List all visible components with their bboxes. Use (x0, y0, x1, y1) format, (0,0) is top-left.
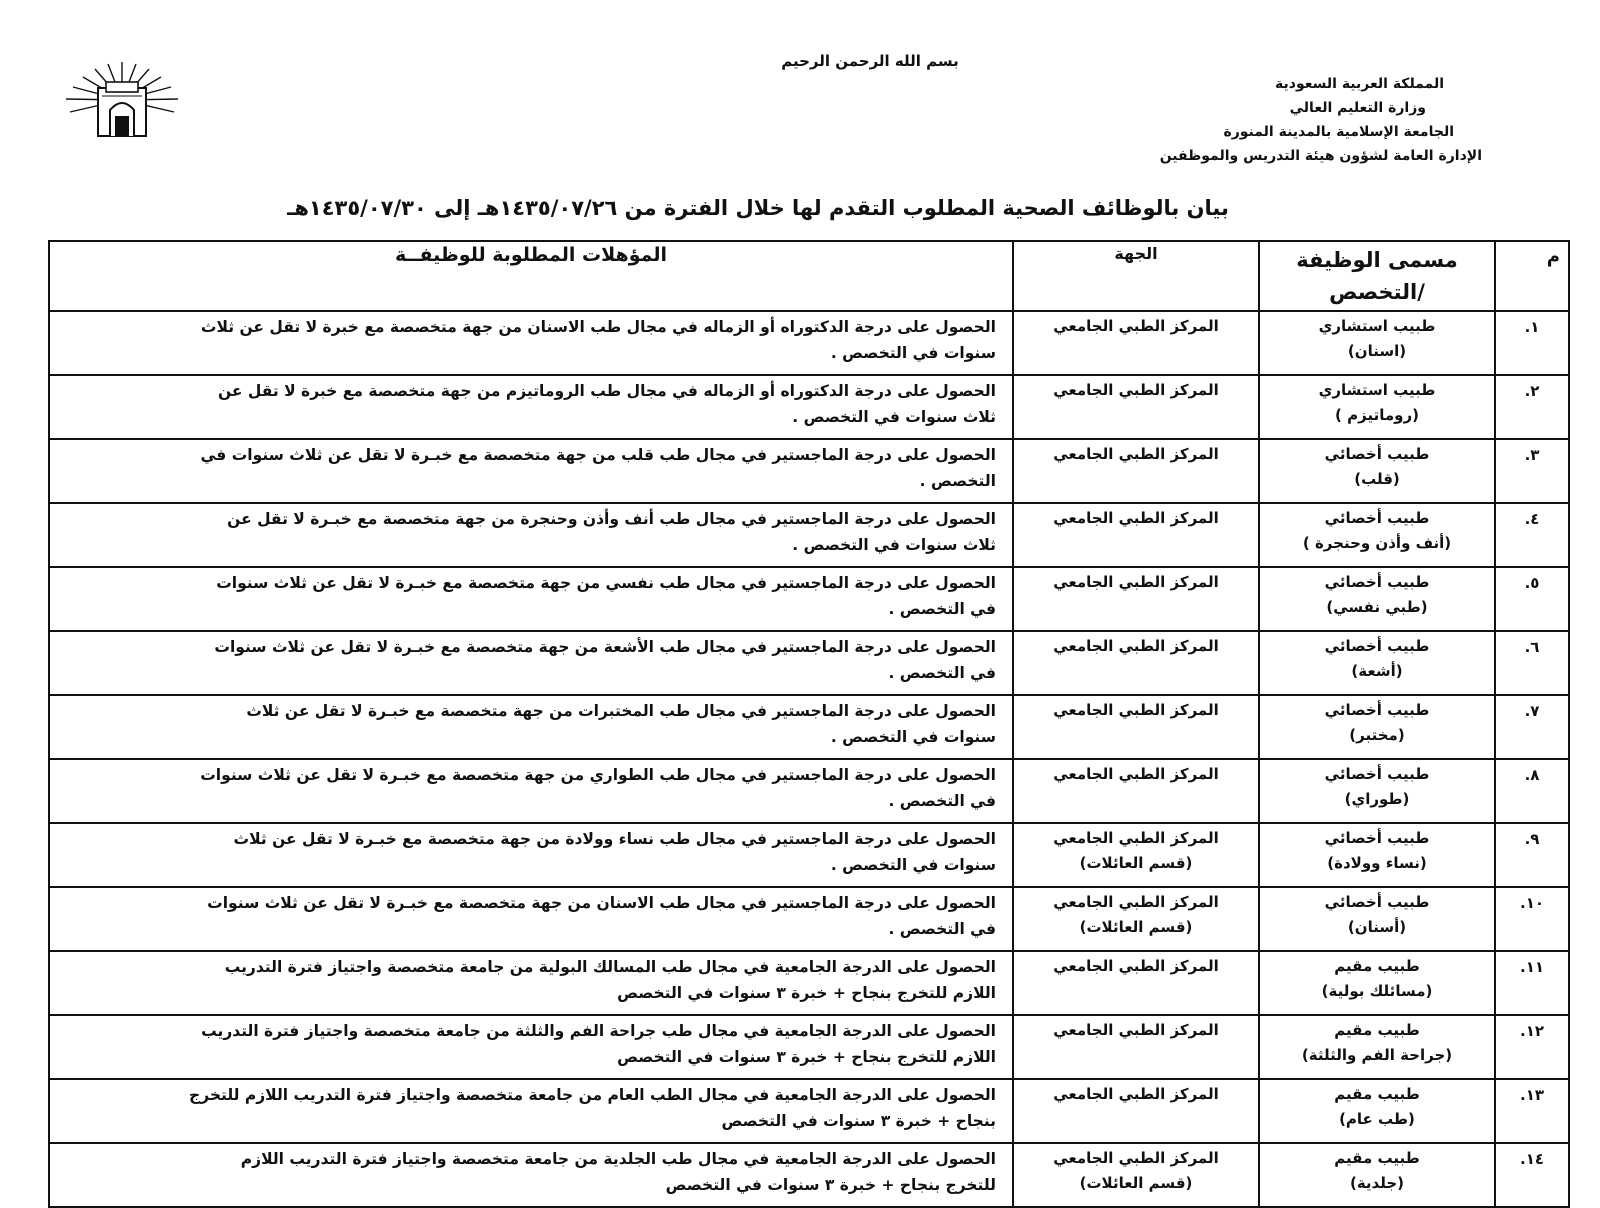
qualification-line: سنوات في التخصص . (830, 856, 996, 874)
qualification-line: للتخرج بنجاح + خبرة ٣ سنوات في التخصص (665, 1176, 996, 1194)
table-row (49, 439, 1569, 503)
row-number: ٨. (1495, 759, 1569, 823)
table-row (49, 951, 1569, 1015)
job-title: طبيب أخصائي (1324, 893, 1430, 911)
qualification-line: الحصول على درجة الماجستير في مجال طب نساء وولادة من جهة متخصصة مع خبـرة لا تقل عن ثلاث (233, 830, 996, 848)
department-name: المركز الطبي الجامعي (1053, 573, 1219, 591)
row-job-title (1259, 823, 1495, 887)
department-name: المركز الطبي الجامعي (1053, 1021, 1219, 1039)
qualification-line: الحصول على درجة الدكتوراه أو الزماله في مجال طب الاسنان من جهة متخصصة مع خبرة لا تقل عن ثلاث (200, 318, 996, 336)
row-number: ٥. (1495, 567, 1569, 631)
qualification-line: ثلاث سنوات في التخصص . (792, 408, 996, 426)
job-specialty: (أشعة) (1351, 662, 1403, 680)
qualification-line: الحصول على درجة الماجستير في مجال طب قلب من جهة متخصصة مع خبـرة لا تقل عن ثلاث سنوات في (200, 446, 996, 464)
job-specialty: (طوراي) (1344, 790, 1410, 808)
row-job-title (1259, 567, 1495, 631)
job-title: طبيب أخصائي (1324, 509, 1430, 527)
table-row (49, 567, 1569, 631)
department-name: المركز الطبي الجامعي (1053, 509, 1219, 527)
header-qualifications: المؤهلات المطلوبة للوظيفــة (49, 241, 1013, 311)
row-department (1013, 1143, 1259, 1207)
job-specialty: (مسائلك بولية) (1321, 982, 1433, 1000)
job-specialty: (اسنان) (1347, 342, 1407, 360)
job-specialty: (روماتيزم ) (1335, 406, 1419, 424)
qualification-line: سنوات في التخصص . (830, 728, 996, 746)
row-job-title (1259, 1015, 1495, 1079)
row-department (1013, 375, 1259, 439)
department-name: المركز الطبي الجامعي (1053, 1149, 1219, 1167)
university-emblem-icon (62, 60, 182, 138)
row-qualifications (49, 439, 1013, 503)
document-title: بيان بالوظائف الصحية المطلوب التقدم لها خلال الفترة من ١٤٣٥/٠٧/٢٦هـ إلى ١٤٣٥/٠٧/٣٠هـ (287, 196, 1229, 220)
department-section: (قسم العائلات) (1079, 918, 1193, 936)
row-department (1013, 695, 1259, 759)
row-number: ١٢. (1495, 1015, 1569, 1079)
row-qualifications (49, 887, 1013, 951)
row-job-title (1259, 887, 1495, 951)
job-title: طبيب استشاري (1318, 381, 1436, 399)
row-number: ٣. (1495, 439, 1569, 503)
qualification-line: الحصول على درجة الماجستير في مجال طب أنف وأذن وحنجرة من جهة متخصصة مع خبـرة لا تقل عن (227, 510, 996, 528)
job-title: طبيب مقيم (1334, 1021, 1420, 1039)
department-section: (قسم العائلات) (1079, 854, 1193, 872)
department-name: المركز الطبي الجامعي (1053, 637, 1219, 655)
row-qualifications (49, 695, 1013, 759)
row-qualifications (49, 1015, 1013, 1079)
row-department (1013, 631, 1259, 695)
row-number: ٤. (1495, 503, 1569, 567)
table-row (49, 311, 1569, 375)
job-title: طبيب أخصائي (1324, 701, 1430, 719)
qualification-line: الحصول على الدرجة الجامعية في مجال طب جراحة الفم والثلثة من جامعة متخصصة واجتياز فترة التدريب (201, 1022, 996, 1040)
row-number: ٩. (1495, 823, 1569, 887)
job-title: طبيب أخصائي (1324, 765, 1430, 783)
row-number: ١٠. (1495, 887, 1569, 951)
row-job-title (1259, 375, 1495, 439)
table-row (49, 759, 1569, 823)
job-specialty: (نساء وولادة) (1327, 854, 1427, 872)
row-number: ١٣. (1495, 1079, 1569, 1143)
qualification-line: التخصص . (919, 472, 996, 490)
row-department (1013, 1079, 1259, 1143)
qualification-line: في التخصص . (888, 600, 996, 618)
department-name: المركز الطبي الجامعي (1053, 957, 1219, 975)
row-department (1013, 503, 1259, 567)
table-row (49, 375, 1569, 439)
job-specialty: (قلب) (1354, 470, 1400, 488)
row-job-title (1259, 503, 1495, 567)
job-specialty: (جلدية) (1349, 1174, 1405, 1192)
department-name: المركز الطبي الجامعي (1053, 893, 1219, 911)
qualification-line: الحصول على درجة الماجستير في مجال طب الطواري من جهة متخصصة مع خبـرة لا تقل عن ثلاث سنوات (200, 766, 996, 784)
row-qualifications (49, 759, 1013, 823)
header-number: م (1495, 241, 1569, 311)
row-qualifications (49, 567, 1013, 631)
department-name: المركز الطبي الجامعي (1053, 701, 1219, 719)
qualification-line: الحصول على درجة الماجستير في مجال طب الأشعة من جهة متخصصة مع خبـرة لا تقل عن ثلاث سنوات (214, 638, 996, 656)
row-department (1013, 1015, 1259, 1079)
department-name: المركز الطبي الجامعي (1053, 1085, 1219, 1103)
header-line-administration: الإدارة العامة لشؤون هيئة التدريس والموظفين (1159, 148, 1482, 164)
qualification-line: الحصول على درجة الماجستير في مجال طب الاسنان من جهة متخصصة مع خبـرة لا تقل عن ثلاث سنوات (207, 894, 996, 912)
department-name: المركز الطبي الجامعي (1053, 317, 1219, 335)
row-department (1013, 759, 1259, 823)
job-title: طبيب أخصائي (1324, 829, 1430, 847)
row-job-title (1259, 695, 1495, 759)
department-name: المركز الطبي الجامعي (1053, 765, 1219, 783)
row-department (1013, 887, 1259, 951)
job-specialty: (أنف وأذن وحنجرة ) (1302, 534, 1452, 552)
institution-header (1142, 72, 1482, 168)
row-qualifications (49, 375, 1013, 439)
header-job-title-line2: /التخصص (1329, 280, 1425, 304)
qualification-line: في التخصص . (888, 920, 996, 938)
job-title: طبيب أخصائي (1324, 573, 1430, 591)
row-job-title (1259, 311, 1495, 375)
row-number: ٦. (1495, 631, 1569, 695)
department-name: المركز الطبي الجامعي (1053, 445, 1219, 463)
row-qualifications (49, 951, 1013, 1015)
header-line-country: المملكة العربية السعودية (1275, 76, 1444, 92)
row-number: ١. (1495, 311, 1569, 375)
row-job-title (1259, 951, 1495, 1015)
qualification-line: بنجاح + خبرة ٣ سنوات في التخصص (721, 1112, 996, 1130)
row-qualifications (49, 311, 1013, 375)
department-section: (قسم العائلات) (1079, 1174, 1193, 1192)
qualification-line: الحصول على درجة الماجستير في مجال طب المختبرات من جهة متخصصة مع خبـرة لا تقل عن ثلاث (246, 702, 996, 720)
table-row (49, 1143, 1569, 1207)
qualification-line: الحصول على الدرجة الجامعية في مجال طب المسالك البولية من جامعة متخصصة واجتياز فترة التدريب (224, 958, 996, 976)
table-row (49, 823, 1569, 887)
row-job-title (1259, 1079, 1495, 1143)
table-header-row (49, 241, 1569, 311)
job-title: طبيب مقيم (1334, 1149, 1420, 1167)
row-job-title (1259, 631, 1495, 695)
qualification-line: في التخصص . (888, 792, 996, 810)
header-job-title (1259, 241, 1495, 311)
row-qualifications (49, 1079, 1013, 1143)
header-line-ministry: وزارة التعليم العالي (1289, 100, 1426, 116)
row-department (1013, 311, 1259, 375)
header-department: الجهة (1013, 241, 1259, 311)
job-specialty: (طب عام) (1339, 1110, 1415, 1128)
row-job-title (1259, 439, 1495, 503)
table-row (49, 1015, 1569, 1079)
header-line-university: الجامعة الإسلامية بالمدينة المنورة (1223, 124, 1454, 140)
basmala: بسم الله الرحمن الرحيم (781, 52, 959, 70)
table-row (49, 631, 1569, 695)
department-name: المركز الطبي الجامعي (1053, 381, 1219, 399)
qualification-line: الحصول على درجة الدكتوراه أو الزماله في مجال طب الروماتيزم من جهة متخصصة مع خبرة لا تقل عن (217, 382, 996, 400)
row-department (1013, 951, 1259, 1015)
job-title: طبيب مقيم (1334, 957, 1420, 975)
row-number: ١١. (1495, 951, 1569, 1015)
qualification-line: الحصول على الدرجة الجامعية في مجال طب الجلدية من جامعة متخصصة واجتياز فترة التدريب اللازم (240, 1150, 996, 1168)
row-job-title (1259, 759, 1495, 823)
job-title: طبيب مقيم (1334, 1085, 1420, 1103)
row-number: ٧. (1495, 695, 1569, 759)
job-title: طبيب استشاري (1318, 317, 1436, 335)
header-job-title-line1: مسمى الوظيفة (1296, 248, 1458, 272)
row-job-title (1259, 1143, 1495, 1207)
row-qualifications (49, 503, 1013, 567)
row-department (1013, 823, 1259, 887)
job-specialty: (طبي نفسي) (1326, 598, 1428, 616)
table-row (49, 503, 1569, 567)
department-name: المركز الطبي الجامعي (1053, 829, 1219, 847)
qualification-line: في التخصص . (888, 664, 996, 682)
row-department (1013, 567, 1259, 631)
row-number: ٢. (1495, 375, 1569, 439)
table-row (49, 887, 1569, 951)
job-specialty: (جراحة الفم والثلثة) (1301, 1046, 1453, 1064)
qualification-line: الحصول على الدرجة الجامعية في مجال الطب العام من جامعة متخصصة واجتياز فترة التدريب اللازم للتخرج (189, 1086, 996, 1104)
row-department (1013, 439, 1259, 503)
qualification-line: اللازم للتخرج بنجاح + خبرة ٣ سنوات في التخصص (617, 984, 996, 1002)
qualification-line: الحصول على درجة الماجستير في مجال طب نفسي من جهة متخصصة مع خبـرة لا تقل عن ثلاث سنوات (216, 574, 996, 592)
qualification-line: ثلاث سنوات في التخصص . (792, 536, 996, 554)
jobs-table (48, 240, 1570, 1208)
job-specialty: (أسنان) (1347, 918, 1407, 936)
job-title: طبيب أخصائي (1324, 637, 1430, 655)
table-row (49, 695, 1569, 759)
job-title: طبيب أخصائي (1324, 445, 1430, 463)
table-row (49, 1079, 1569, 1143)
row-number: ١٤. (1495, 1143, 1569, 1207)
row-qualifications (49, 631, 1013, 695)
row-qualifications (49, 1143, 1013, 1207)
row-qualifications (49, 823, 1013, 887)
qualification-line: اللازم للتخرج بنجاح + خبرة ٣ سنوات في التخصص (617, 1048, 996, 1066)
qualification-line: سنوات في التخصص . (830, 344, 996, 362)
job-specialty: (مختبر) (1349, 726, 1405, 744)
